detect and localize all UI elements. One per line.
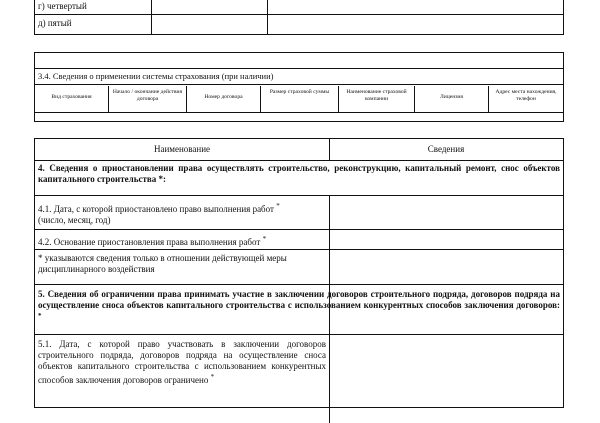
item-4-1: [38, 201, 326, 226]
insurance-col-sum: [261, 86, 339, 112]
insurance-col-period-label: Начало / окончание действия договора: [112, 89, 183, 102]
insurance-col-address: [489, 86, 563, 112]
header-name: Наименование: [153, 144, 211, 154]
insurance-col-license-label: Лицензия: [439, 94, 464, 100]
insurance-col-number: [187, 86, 261, 112]
item-5-1: [38, 339, 326, 386]
header-info: Сведения: [427, 144, 465, 154]
top-table-col-1: [151, 0, 152, 34]
section5-title: [38, 289, 560, 325]
item-4-2-label: 4.2. Основание приостановления права выполнения работ: [38, 237, 261, 247]
section4-footnote: * указываются сведения только в отношении действующей меры дисциплинарного воздействия: [38, 253, 287, 274]
insurance-columns: [35, 86, 563, 121]
section5-title-sup: *: [38, 312, 42, 320]
insurance-col-type: [35, 86, 109, 112]
top-row-4: г) четвертый: [38, 1, 87, 11]
insurance-col-period: [109, 86, 187, 112]
main-table: [34, 138, 564, 408]
insurance-table: [34, 52, 564, 122]
item-4-1-sup: *: [276, 202, 280, 210]
section5-title-text: 5. Сведения об ограничении права принимать участие в заключении договоров строительного подряда, договоров подряда на осуществление сноса объектов капитального строительства с использованием конкурентных способов заключения договоров:: [38, 289, 560, 310]
insurance-col-sum-label: Размер страховой суммы: [269, 89, 330, 95]
section5-title-bottom: [35, 334, 563, 335]
header-bottom-line: [35, 160, 563, 161]
item-4-1-note: (число, месяц, год): [38, 215, 111, 225]
insurance-col-company-label: Наименование страховой компании: [346, 89, 407, 102]
insurance-col-address-label: Адрес места нахождения, телефон: [495, 89, 557, 102]
item-4-2: [38, 234, 326, 248]
item-4-2-bottom: [35, 249, 563, 250]
item-4-1-label: 4.1. Дата, с которой приостановлено право выполнения работ: [38, 204, 274, 214]
insurance-col-company: [339, 86, 415, 112]
section4-title: 4. Сведения о приостановлении права осуществлять строительство, реконструкцию, капитальный ремонт, снос объектов капитального строительства *:: [38, 163, 560, 184]
item-5-1-label: 5.1. Дата, с которой право участвовать в заключении договоров строительного подряда, договоров подряда на осуществление сноса объектов капитального строительства с использованием конкурентных способов заключения договоров ограничено: [38, 339, 326, 385]
insurance-title: 3.4. Сведения о применении системы страхования (при наличии): [38, 71, 274, 81]
item-4-2-sup: *: [262, 235, 267, 243]
insurance-title-row: [35, 68, 563, 85]
section4-title-bottom: [35, 195, 563, 196]
insurance-columns-bottom: [35, 112, 563, 113]
insurance-col-license: [415, 86, 489, 112]
top-row-5: д) пятый: [38, 18, 72, 28]
item-4-1-bottom: [35, 229, 563, 230]
top-table: [34, 0, 564, 35]
top-table-col-2: [267, 0, 268, 34]
item-5-1-sup: *: [210, 373, 215, 381]
insurance-col-type-label: Вид страхования: [51, 94, 92, 100]
top-table-divider: [35, 14, 563, 15]
insurance-col-number-label: Номер договора: [204, 94, 243, 100]
